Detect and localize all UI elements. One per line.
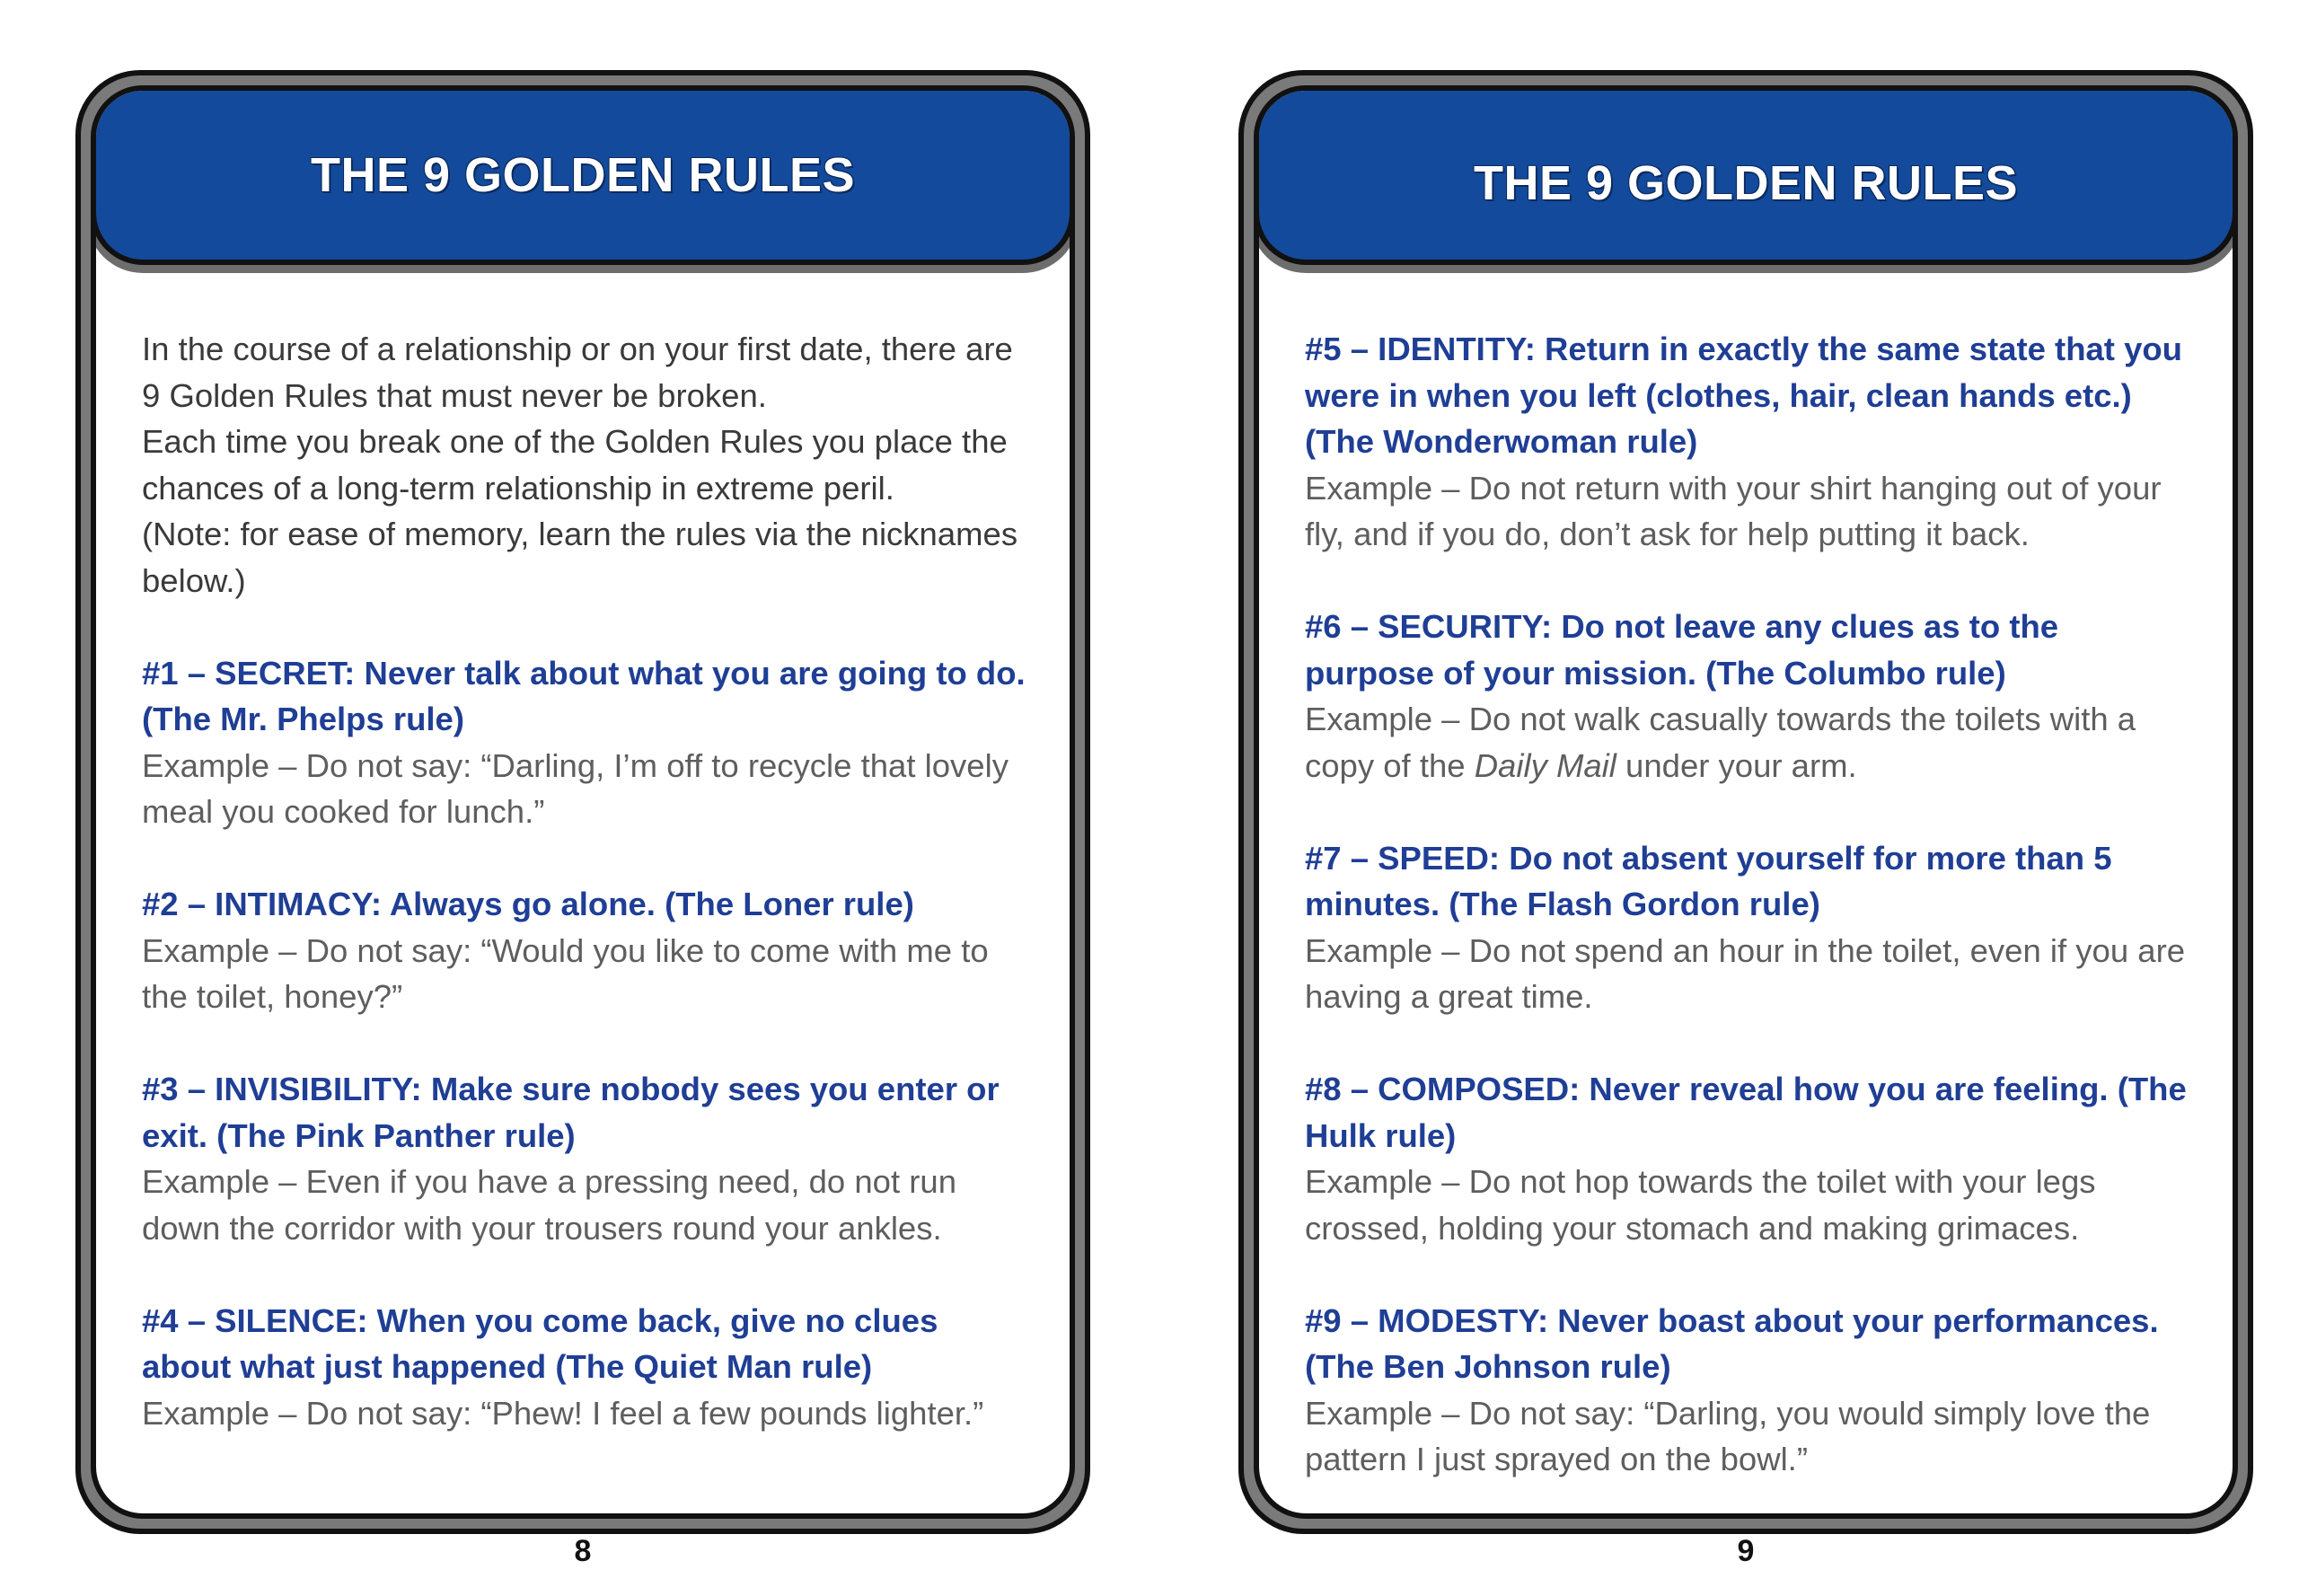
card-body (142, 326, 1034, 1436)
rule-8 (1305, 1066, 2197, 1251)
rules-card (1238, 70, 2253, 1534)
rule-9 (1305, 1298, 2197, 1483)
rule-7 (1305, 835, 2197, 1020)
intro-paragraph (142, 326, 1034, 604)
rule-1 (142, 650, 1034, 835)
rule-heading: #2 – INTIMACY: Always go alone. (The Loner rule) (142, 886, 914, 922)
card-title: THE 9 GOLDEN RULES (1473, 156, 2019, 210)
rule-heading: #9 – MODESTY: Never boast about your performances. (The Ben Johnson rule) (1305, 1301, 2159, 1385)
card-header (91, 85, 1075, 265)
intro-line: In the course of a relationship or on your first date, there are 9 Golden Rules that must never be broken. (142, 331, 1013, 414)
newspaper-title: Daily Mail (1474, 746, 1616, 784)
rules-card-inner (1254, 85, 2238, 1519)
page-number: 9 (1737, 1534, 1755, 1568)
rule-example: Example – Do not spend an hour in the toilet, even if you are having a great time. (1305, 931, 2186, 1015)
rule-example: Example – Even if you have a pressing need, do not run down the corridor with your trousers round your ankles. (142, 1163, 956, 1247)
rule-heading: #4 – SILENCE: When you come back, give no clues about what just happened (The Quiet Man rule) (142, 1301, 938, 1385)
intro-line: Each time you break one of the Golden Rules you place the chances of a long-term relationship in extreme peril. (142, 423, 1008, 507)
rule-heading: #6 – SECURITY: Do not leave any clues as to the purpose of your mission. (The Columbo rule) (1305, 608, 2059, 692)
rule-example (1305, 701, 2136, 784)
rule-4 (142, 1298, 1034, 1437)
rule-5 (1305, 326, 2197, 558)
rule-3 (142, 1066, 1034, 1251)
rule-heading: #7 – SPEED: Do not absent yourself for more than 5 minutes. (The Flash Gordon rule) (1305, 839, 2112, 922)
rule-heading: #1 – SECRET: Never talk about what you are going to do. (142, 654, 1026, 692)
rule-6 (1305, 604, 2197, 789)
rule-example-text: under your arm. (1616, 746, 1857, 784)
rule-example: Example – Do not say: “Phew! I feel a few pounds lighter.” (142, 1394, 984, 1432)
rule-example-text: Example – Do not walk casually towards the toilets with a copy of the (1305, 701, 2136, 784)
rule-heading: #3 – INVISIBILITY: Make sure nobody sees you enter or exit. (The Pink Panther rule) (142, 1071, 1000, 1154)
rule-2 (142, 881, 1034, 1020)
page-9 (1150, 0, 2299, 1596)
rule-heading: #8 – COMPOSED: Never reveal how you are feeling. (The Hulk rule) (1305, 1071, 2187, 1154)
rule-example: Example – Do not say: “Darling, you would simply love the pattern I just sprayed on the bowl.” (1305, 1394, 2151, 1477)
rule-example: Example – Do not say: “Would you like to come with me to the toilet, honey?” (142, 931, 989, 1015)
rule-heading: #5 – IDENTITY: Return in exactly the same state that you were in when you left (clothes, hair, clean hands etc.) (The Wonderwoman rule) (1305, 331, 2182, 460)
rule-example: Example – Do not say: “Darling, I’m off to recycle that lovely meal you cooked for lunch.” (142, 746, 1009, 830)
page-number: 8 (574, 1534, 592, 1568)
rules-card-inner (91, 85, 1075, 1519)
rules-card (75, 70, 1090, 1534)
card-body (1305, 326, 2197, 1483)
intro-line: (Note: for ease of memory, learn the rules via the nicknames below.) (142, 516, 1018, 599)
card-title: THE 9 GOLDEN RULES (310, 148, 856, 202)
rule-example: Example – Do not return with your shirt hanging out of your fly, and if you do, don’t ask for help putting it back. (1305, 469, 2162, 552)
rule-example: Example – Do not hop towards the toilet with your legs crossed, holding your stomach and making grimaces. (1305, 1163, 2096, 1247)
rule-nickname: (The Mr. Phelps rule) (142, 701, 464, 737)
card-header (1254, 85, 2238, 265)
